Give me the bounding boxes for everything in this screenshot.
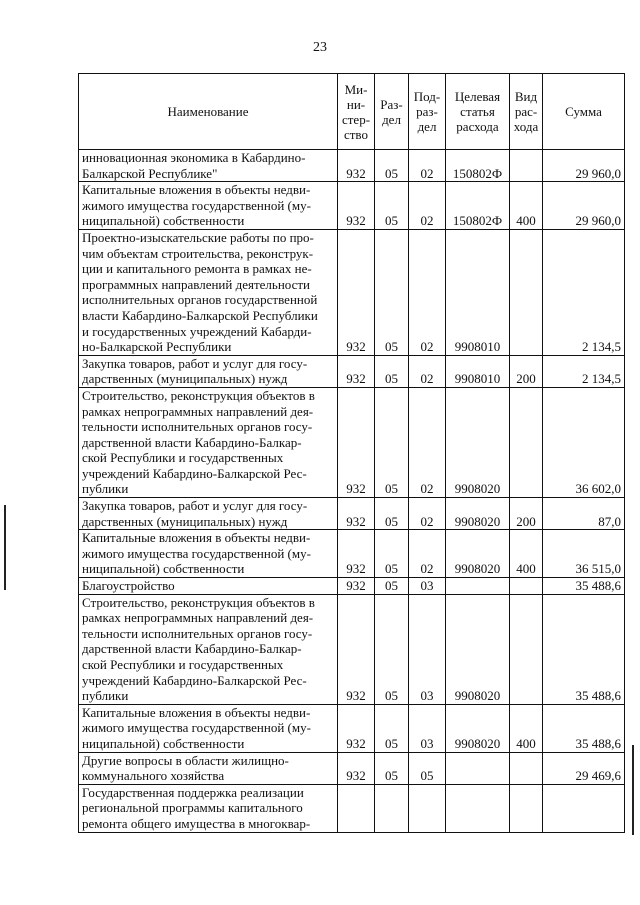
cell-name: Капитальные вложения в объекты недви- жимого имущества государственной (му- ниципальной) собственности: [79, 182, 338, 230]
cell-expense-type: [510, 229, 543, 355]
cell-subsection: 03: [409, 578, 446, 595]
cell-section: 05: [375, 498, 409, 530]
cell-name: инновационная экономика в Кабардино- Балкарской Республике": [79, 150, 338, 182]
cell-ministry: 932: [338, 355, 375, 387]
table-row: [79, 229, 625, 355]
cell-section: 05: [375, 229, 409, 355]
cell-name: Капитальные вложения в объекты недви- жимого имущества государственной (му- ниципальной) собственности: [79, 704, 338, 752]
cell-ministry: [338, 784, 375, 832]
cell-section: 05: [375, 704, 409, 752]
cell-amount: 29 960,0: [543, 150, 625, 182]
cell-subsection: 02: [409, 229, 446, 355]
cell-amount: 2 134,5: [543, 229, 625, 355]
cell-expense-type: 400: [510, 530, 543, 578]
cell-amount: 29 469,6: [543, 752, 625, 784]
cell-section: 05: [375, 594, 409, 704]
cell-ministry: 932: [338, 229, 375, 355]
table-row: [79, 530, 625, 578]
cell-amount: 2 134,5: [543, 355, 625, 387]
cell-target-item: 9908010: [446, 229, 510, 355]
cell-target-item: 9908020: [446, 387, 510, 497]
cell-amount: 35 488,6: [543, 594, 625, 704]
header-ministry: Ми- ни- стер- ство: [338, 74, 375, 150]
cell-section: 05: [375, 150, 409, 182]
header-amount: Сумма: [543, 74, 625, 150]
cell-target-item: [446, 784, 510, 832]
table-row: [79, 387, 625, 497]
table-row: [79, 150, 625, 182]
table-body: [79, 150, 625, 833]
table-row: [79, 752, 625, 784]
cell-subsection: 02: [409, 355, 446, 387]
cell-expense-type: [510, 578, 543, 595]
cell-section: 05: [375, 752, 409, 784]
scan-mark-left: [4, 505, 6, 590]
cell-amount: [543, 784, 625, 832]
header-name: Наименование: [79, 74, 338, 150]
cell-amount: 35 488,6: [543, 704, 625, 752]
cell-name: Строительство, реконструкция объектов в рамках непрограммных направлений дея- тельности исполнительных органов госу- дарственной власти Кабардино-Балкар- ской Республики и государственных учреждений Кабардино-Балкарской Рес- публики: [79, 387, 338, 497]
cell-subsection: [409, 784, 446, 832]
cell-name: Строительство, реконструкция объектов в рамках непрограммных направлений дея- тельности исполнительных органов госу- дарственной власти Кабардино-Балкар- ской Республики и государственных учреждений Кабардино-Балкарской Рес- публики: [79, 594, 338, 704]
cell-amount: 36 602,0: [543, 387, 625, 497]
cell-target-item: 9908010: [446, 355, 510, 387]
cell-ministry: 932: [338, 594, 375, 704]
cell-ministry: 932: [338, 578, 375, 595]
cell-target-item: 9908020: [446, 704, 510, 752]
table-row: [79, 182, 625, 230]
cell-section: [375, 784, 409, 832]
cell-subsection: 05: [409, 752, 446, 784]
table-row: [79, 498, 625, 530]
cell-section: 05: [375, 578, 409, 595]
cell-subsection: 02: [409, 530, 446, 578]
cell-subsection: 03: [409, 594, 446, 704]
cell-expense-type: 400: [510, 182, 543, 230]
table-row: [79, 704, 625, 752]
cell-amount: 29 960,0: [543, 182, 625, 230]
cell-target-item: [446, 752, 510, 784]
cell-subsection: 02: [409, 182, 446, 230]
cell-section: 05: [375, 530, 409, 578]
header-target-item: Целевая статья расхода: [446, 74, 510, 150]
cell-expense-type: [510, 752, 543, 784]
cell-section: 05: [375, 355, 409, 387]
cell-name: Благоустройство: [79, 578, 338, 595]
cell-name: Государственная поддержка реализации региональной программы капитального ремонта общего имущества в многоквар-: [79, 784, 338, 832]
header-expense-type: Вид рас- хода: [510, 74, 543, 150]
cell-ministry: 932: [338, 498, 375, 530]
header-row: [79, 74, 625, 150]
cell-target-item: 9908020: [446, 530, 510, 578]
cell-target-item: 150802Ф: [446, 150, 510, 182]
cell-expense-type: 200: [510, 355, 543, 387]
cell-ministry: 932: [338, 182, 375, 230]
cell-name: Капитальные вложения в объекты недви- жимого имущества государственной (му- ниципальной) собственности: [79, 530, 338, 578]
cell-expense-type: [510, 784, 543, 832]
cell-target-item: 9908020: [446, 498, 510, 530]
cell-section: 05: [375, 387, 409, 497]
cell-ministry: 932: [338, 704, 375, 752]
cell-expense-type: [510, 594, 543, 704]
page-number: 23: [313, 40, 327, 55]
cell-ministry: 932: [338, 752, 375, 784]
cell-expense-type: [510, 150, 543, 182]
cell-subsection: 03: [409, 704, 446, 752]
cell-ministry: 932: [338, 150, 375, 182]
table-row: [79, 784, 625, 832]
cell-target-item: 9908020: [446, 594, 510, 704]
cell-name: Закупка товаров, работ и услуг для госу- дарственных (муниципальных) нужд: [79, 498, 338, 530]
cell-ministry: 932: [338, 387, 375, 497]
scan-mark-right: [632, 745, 634, 835]
cell-name: Проектно-изыскательские работы по про- чим объектам строительства, реконструк- ции и капитального ремонта в рамках не- программных направлений деятельности исполнительных органов государственной власти Кабардино-Балкарской Республики и государственных учреждений Кабарди- но-Балкарской Республики: [79, 229, 338, 355]
budget-table: [78, 73, 625, 833]
table-row: [79, 355, 625, 387]
table-row: [79, 594, 625, 704]
cell-amount: 35 488,6: [543, 578, 625, 595]
cell-subsection: 02: [409, 387, 446, 497]
cell-subsection: 02: [409, 150, 446, 182]
cell-amount: 36 515,0: [543, 530, 625, 578]
cell-section: 05: [375, 182, 409, 230]
cell-name: Другие вопросы в области жилищно- коммунального хозяйства: [79, 752, 338, 784]
table-row: [79, 578, 625, 595]
cell-expense-type: [510, 387, 543, 497]
cell-expense-type: 400: [510, 704, 543, 752]
cell-amount: 87,0: [543, 498, 625, 530]
cell-expense-type: 200: [510, 498, 543, 530]
cell-ministry: 932: [338, 530, 375, 578]
cell-subsection: 02: [409, 498, 446, 530]
cell-target-item: [446, 578, 510, 595]
header-subsection: Под- раз- дел: [409, 74, 446, 150]
cell-target-item: 150802Ф: [446, 182, 510, 230]
header-section: Раз- дел: [375, 74, 409, 150]
cell-name: Закупка товаров, работ и услуг для госу- дарственных (муниципальных) нужд: [79, 355, 338, 387]
